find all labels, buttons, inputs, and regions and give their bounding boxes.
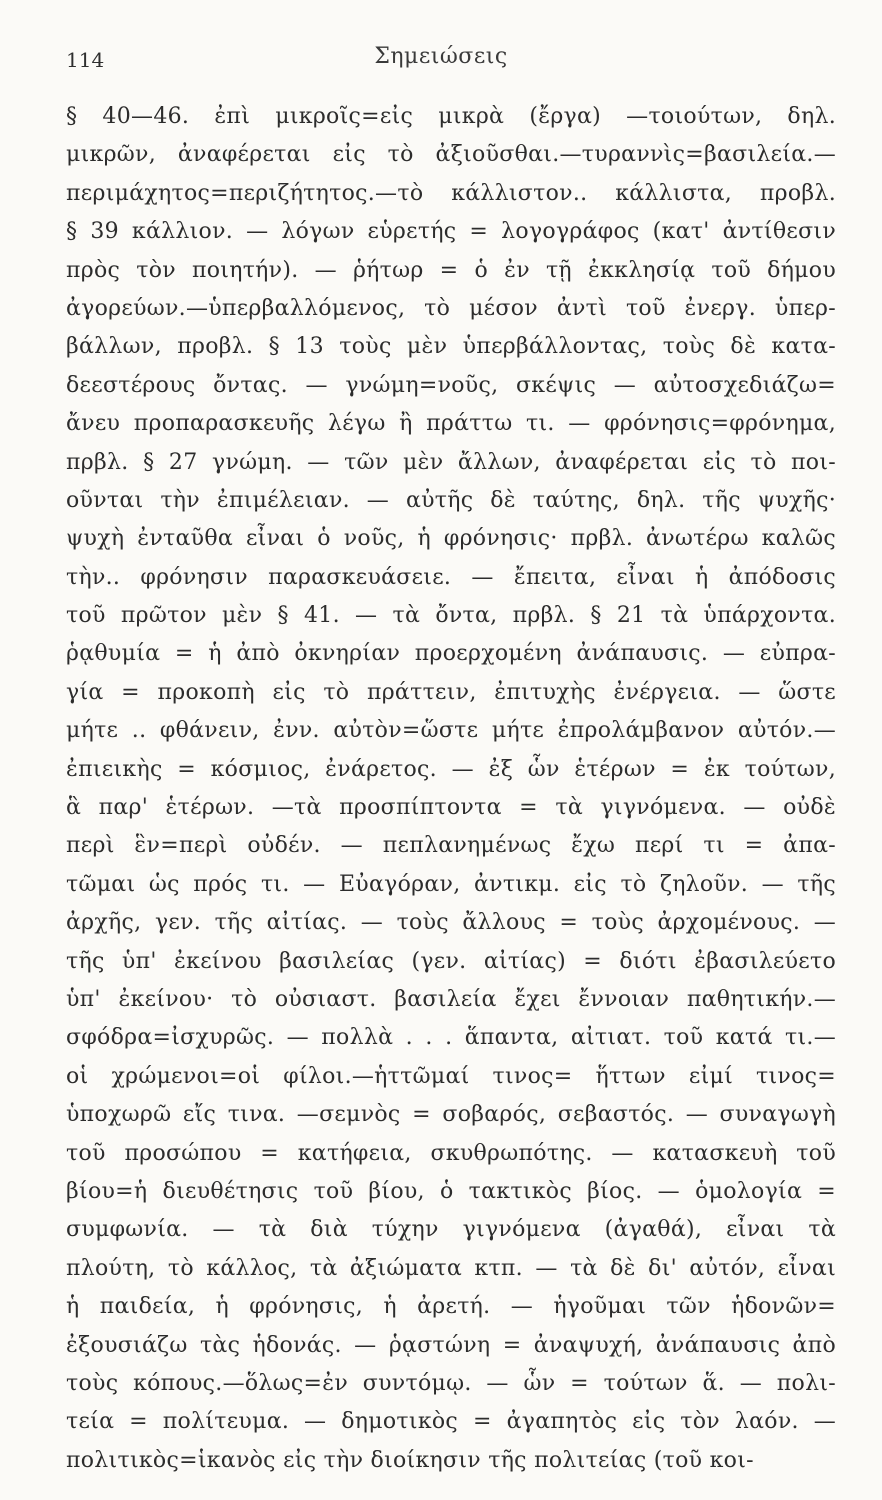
text-line: βάλλων, προβλ. § 13 τοὺς μὲν ὑπερβάλλοντας, τοὺς δὲ κατα- bbox=[66, 334, 836, 360]
text-line: τοὺς κόπους.—ὅλως=ἐν συντόμῳ. — ὧν = τούτων ἅ. — πολι- bbox=[66, 1370, 836, 1396]
text-line: τῶμαι ὡς πρός τι. — Εὐαγόραν, ἀντικμ. εἰς τὸ ζηλοῦν. — τῆς bbox=[66, 871, 836, 897]
text-line: τὴν.. φρόνησιν παρασκευάσειε. — ἔπειτα, εἶναι ἡ ἀπόδοσις bbox=[66, 564, 836, 590]
text-line: πλούτη, τὸ κάλλος, τὰ ἀξιώματα κτπ. — τὰ δὲ δι' αὐτόν, εἶναι bbox=[66, 1255, 836, 1281]
text-line: δεεστέρους ὄντας. — γνώμη=νοῦς, σκέψις — αὐτοσχεδιάζω= bbox=[66, 372, 836, 398]
text-line: ἄνευ προπαρασκευῆς λέγω ἢ πράττω τι. — φρόνησις=φρόνημα, bbox=[66, 411, 836, 437]
text-line: οῦνται τὴν ἐπιμέλειαν. — αὐτῆς δὲ ταύτης, δηλ. τῆς ψυχῆς· bbox=[66, 487, 836, 513]
text-line: ὑπ' ἐκείνου· τὸ οὐσιαστ. βασιλεία ἔχει ἔννοιαν παθητικήν.— bbox=[66, 986, 836, 1012]
text-line: ψυχὴ ἐνταῦθα εἶναι ὁ νοῦς, ἡ φρόνησις· πρβλ. ἀνωτέρω καλῶς bbox=[66, 526, 836, 552]
text-line: ἃ παρ' ἑτέρων. —τὰ προσπίπτοντα = τὰ γιγνόμενα. — οὐδὲ bbox=[66, 795, 836, 821]
text-line: βίου=ἡ διευθέτησις τοῦ βίου, ὁ τακτικὸς βίος. — ὁμολογία = bbox=[66, 1178, 836, 1204]
text-line: περιμάχητος=περιζήτητος.—τὸ κάλλιστον.. κάλλιστα, προβλ. bbox=[66, 180, 836, 206]
text-line: ἀγορεύων.—ὑπερβαλλόμενος, τὸ μέσον ἀντὶ τοῦ ἐνεργ. ὑπερ- bbox=[66, 295, 836, 321]
text-line: ῥᾳθυμία = ἡ ἀπὸ ὀκνηρίαν προερχομένη ἀνάπαυσις. — εὐπρα- bbox=[66, 641, 836, 667]
text-line: τῆς ὑπ' ἐκείνου βασιλείας (γεν. αἰτίας) = διότι ἐβασιλεύετο bbox=[66, 948, 836, 974]
text-line: ἐπιεικὴς = κόσμιος, ἐνάρετος. — ἐξ ὧν ἑτέρων = ἐκ τούτων, bbox=[66, 756, 836, 782]
text-line: μικρῶν, ἀναφέρεται εἰς τὸ ἀξιοῦσθαι.—τυραννὶς=βασιλεία.— bbox=[66, 142, 836, 168]
text-line: ἐξουσιάζω τὰς ἡδονάς. — ῥᾳστώνη = ἀναψυχή, ἀνάπαυσις ἀπὸ bbox=[66, 1332, 836, 1358]
text-line: πολιτικὸς=ἱκανὸς εἰς τὴν διοίκησιν τῆς πολιτείας (τοῦ κοι- bbox=[66, 1447, 754, 1473]
text-line: περὶ ἓν=περὶ οὐδέν. — πεπλανημένως ἔχω περί τι = ἀπα- bbox=[66, 833, 836, 859]
text-line: οἱ χρώμενοι=οἱ φίλοι.—ἡττῶμαί τινος= ἥττων εἰμί τινος= bbox=[66, 1063, 836, 1089]
text-line: ἡ παιδεία, ἡ φρόνησις, ἡ ἀρετή. — ἡγοῦμαι τῶν ἡδονῶν= bbox=[66, 1294, 836, 1320]
text-line: πρὸς τὸν ποιητήν). — ῥήτωρ = ὁ ἐν τῇ ἐκκλησίᾳ τοῦ δήμου bbox=[66, 257, 836, 283]
text-line: τοῦ προσώπου = κατήφεια, σκυθρωπότης. — κατασκευὴ τοῦ bbox=[66, 1140, 836, 1166]
text-line: ὑποχωρῶ εἴς τινα. —σεμνὸς = σοβαρός, σεβαστός. — συναγωγὴ bbox=[66, 1102, 836, 1128]
text-line: τοῦ πρῶτον μὲν § 41. — τὰ ὄντα, πρβλ. § 21 τὰ ὑπάρχοντα. bbox=[66, 603, 836, 629]
text-line: § 39 κάλλιον. — λόγων εὑρετής = λογογράφος (κατ' ἀντίθεσιν bbox=[66, 219, 836, 245]
page-header bbox=[0, 40, 882, 80]
text-line: πρβλ. § 27 γνώμη. — τῶν μὲν ἄλλων, ἀναφέρεται εἰς τὸ ποι- bbox=[66, 449, 836, 475]
notes-text bbox=[66, 98, 836, 1480]
text-line: σφόδρα=ἰσχυρῶς. — πολλὰ . . . ἅπαντα, αἰτιατ. τοῦ κατά τι.— bbox=[66, 1025, 836, 1051]
text-line: § 40—46. ἐπὶ μικροῖς=εἰς μικρὰ (ἔργα) —τοιούτων, δηλ. bbox=[66, 104, 836, 129]
text-line: τεία = πολίτευμα. — δημοτικὸς = ἀγαπητὸς εἰς τὸν λαόν. — bbox=[66, 1409, 836, 1435]
text-line: ἀρχῆς, γεν. τῆς αἰτίας. — τοὺς ἄλλους = τοὺς ἀρχομένους. — bbox=[66, 910, 836, 936]
text-line: γία = προκοπὴ εἰς τὸ πράττειν, ἐπιτυχὴς ἐνέργεια. — ὥστε bbox=[66, 679, 836, 705]
running-title: Σημειώσεις bbox=[374, 44, 508, 69]
text-line: συμφωνία. — τὰ διὰ τύχην γιγνόμενα (ἀγαθά), εἶναι τὰ bbox=[66, 1217, 836, 1243]
page-number: 114 bbox=[66, 48, 105, 72]
text-line: μήτε .. φθάνειν, ἐνν. αὐτὸν=ὥστε μήτε ἐπρολάμβανον αὐτόν.— bbox=[66, 718, 836, 744]
